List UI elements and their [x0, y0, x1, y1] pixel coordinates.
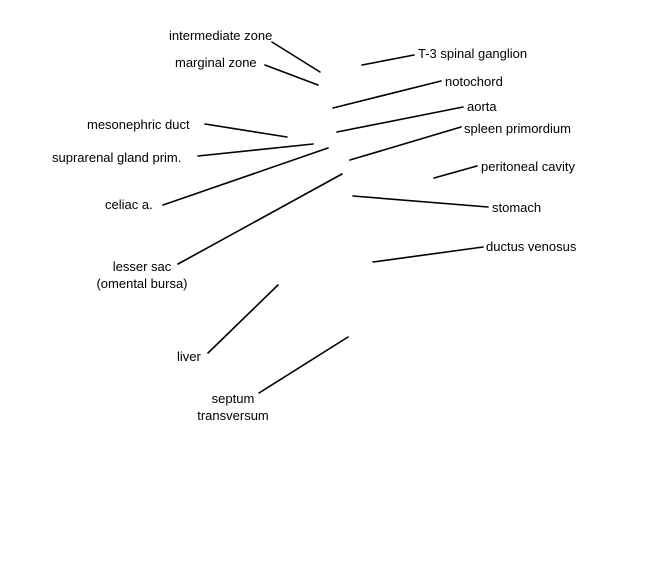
leader-spleen-primordium — [350, 127, 461, 160]
label-liver: liver — [177, 349, 201, 364]
leader-t3-spinal-ganglion — [362, 55, 414, 65]
label-septum-line1: septum — [211, 391, 255, 406]
leader-stomach — [353, 196, 488, 207]
label-celiac-a: celiac a. — [105, 197, 153, 212]
label-peritoneal-cavity: peritoneal cavity — [481, 159, 575, 174]
label-lesser-sac-line1: lesser sac — [112, 259, 172, 274]
leader-mesonephric-duct — [205, 124, 287, 137]
leader-suprarenal-gland — [198, 144, 313, 156]
label-ductus-venosus: ductus venosus — [486, 239, 577, 254]
leader-notochord — [333, 81, 441, 108]
label-t3-spinal-ganglion: T-3 spinal ganglion — [418, 46, 528, 61]
label-aorta: aorta — [467, 99, 497, 114]
label-septum-transversum — [190, 390, 276, 424]
leader-liver — [208, 285, 278, 353]
label-marginal-zone: marginal zone — [175, 55, 257, 70]
label-stomach: stomach — [492, 200, 542, 215]
label-lesser-sac — [90, 258, 194, 292]
leader-peritoneal-cavity — [434, 166, 477, 178]
label-septum-line2: transversum — [197, 408, 269, 423]
leader-septum-transversum — [259, 337, 348, 393]
label-lesser-sac-line2: (omental bursa) — [96, 276, 188, 291]
leader-ductus-venosus — [373, 247, 483, 262]
label-suprarenal-gland-prim: suprarenal gland prim. — [52, 150, 182, 165]
label-spleen-primordium: spleen primordium — [464, 121, 571, 136]
leader-intermediate-zone — [272, 42, 320, 72]
label-intermediate-zone: intermediate zone — [169, 28, 273, 43]
leader-marginal-zone — [265, 65, 318, 85]
leader-aorta — [337, 107, 463, 132]
leader-celiac-a — [163, 148, 328, 205]
label-notochord: notochord — [445, 74, 503, 89]
leader-lesser-sac — [178, 174, 342, 264]
label-mesonephric-duct: mesonephric duct — [87, 117, 190, 132]
